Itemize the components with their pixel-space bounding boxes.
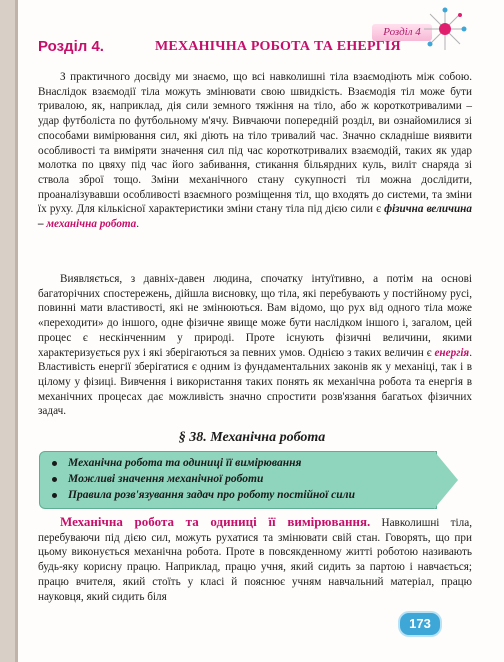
- goals-list: [48, 455, 355, 503]
- goal-item: Механічна робота та одиниці її вимірювання: [48, 455, 355, 471]
- page-number-badge: 173: [398, 611, 442, 637]
- goals-box-arrow: [434, 451, 458, 509]
- bullet-icon: [52, 493, 57, 498]
- term-energy: енергія: [434, 346, 470, 359]
- goal-item: Можливі значення механічної роботи: [48, 471, 355, 487]
- section-paragraph: Механічна робота та одиниці її вимірювання. Навколишні тіла, перебуваючи під дією сил, можуть рухатися та змінювати свій стан. Говорять, що при цьому виконується механічна робота. Проте в повсякденному житті роботою називають будь-яку корисну працю. Наприклад, працю учня, який сидить за партою і навчається; працю вчителя, який стоїть у класі й пояснює учням навчальний матеріал, працю науковця, який сидить біля: [38, 514, 472, 603]
- page-margin-bar: [0, 0, 18, 662]
- intro-paragraph-1: З практичного досвіду ми знаємо, що всі навколишні тіла взаємодіють між собою. Внаслідок взаємодії тіла можуть змінювати свою швидкість. Взаємодія тіл може бути тривалою, як, наприклад, дія сили земного тяжіння на тіло, або ж короткотривалими – удар футболіста по футбольному м'ячу. Вивчаючи попередній розділ, ви ознайомилися зі способами вимірювання сил, які діють на тіло тривалий час. Значно складніше виявити особливості та виміряти значення сил під час короткотривалих взаємодій, таких як удар молотка по цвяху під час його забивання, стикання більярдних куль, виліт снаряда зі ствола зброї тощо. Зміни механічного стану сукупності тіл можна дослідити, проаналізувавши особливості взаємного розміщення тіл, що входять до системи, та зміни їх руху. Для кількісної характеристики зміни стану тіла під дією сили є фізична величина – механічна робота.: [38, 71, 472, 231]
- term-physical-quantity: фізична величина: [384, 203, 472, 216]
- bullet-icon: [52, 477, 57, 482]
- section-subheading: Механічна робота та одиниці її вимірювання.: [60, 514, 371, 529]
- chapter-heading: [38, 38, 468, 58]
- term-mechanical-work: механічна робота: [46, 218, 137, 231]
- chapter-title: МЕХАНІЧНА РОБОТА ТА ЕНЕРГІЯ: [155, 39, 401, 54]
- bullet-icon: [52, 461, 57, 466]
- goal-item: Правила розв'язування задач про роботу постійної сили: [48, 487, 355, 503]
- section-tab: Розділ 4: [372, 24, 432, 41]
- chapter-number: Розділ 4.: [38, 38, 104, 55]
- paragraph-heading: § 38. Механічна робота: [178, 430, 326, 445]
- intro-paragraph-2: Виявляється, з давніх-давен людина, спочатку інтуїтивно, а потім на основі багаторічних спостережень, дійшла висновку, що тіла, які перебувають у постійному русі, повинні мати властивості, які не змінюються. Вам відомо, що рух від одного тіла може «переходити» до іншого, однe фізичне явище може бути наслідком іншого і, загалом, цей процес є нескінченним у природі. Проте існують фізичні величини, якими характеризується рух і які зберігаються за певних умов. Однією з таких величин є енергія. Властивість енергії зберігатися є одним із фундаментальних законів як у механіці, так і в цілому у фізиці. Вивчення і використання таких понять як механічна робота та енергія в механічних процесах дає можливість значно спростити розв'язання багатьох фізичних задач.: [38, 273, 472, 418]
